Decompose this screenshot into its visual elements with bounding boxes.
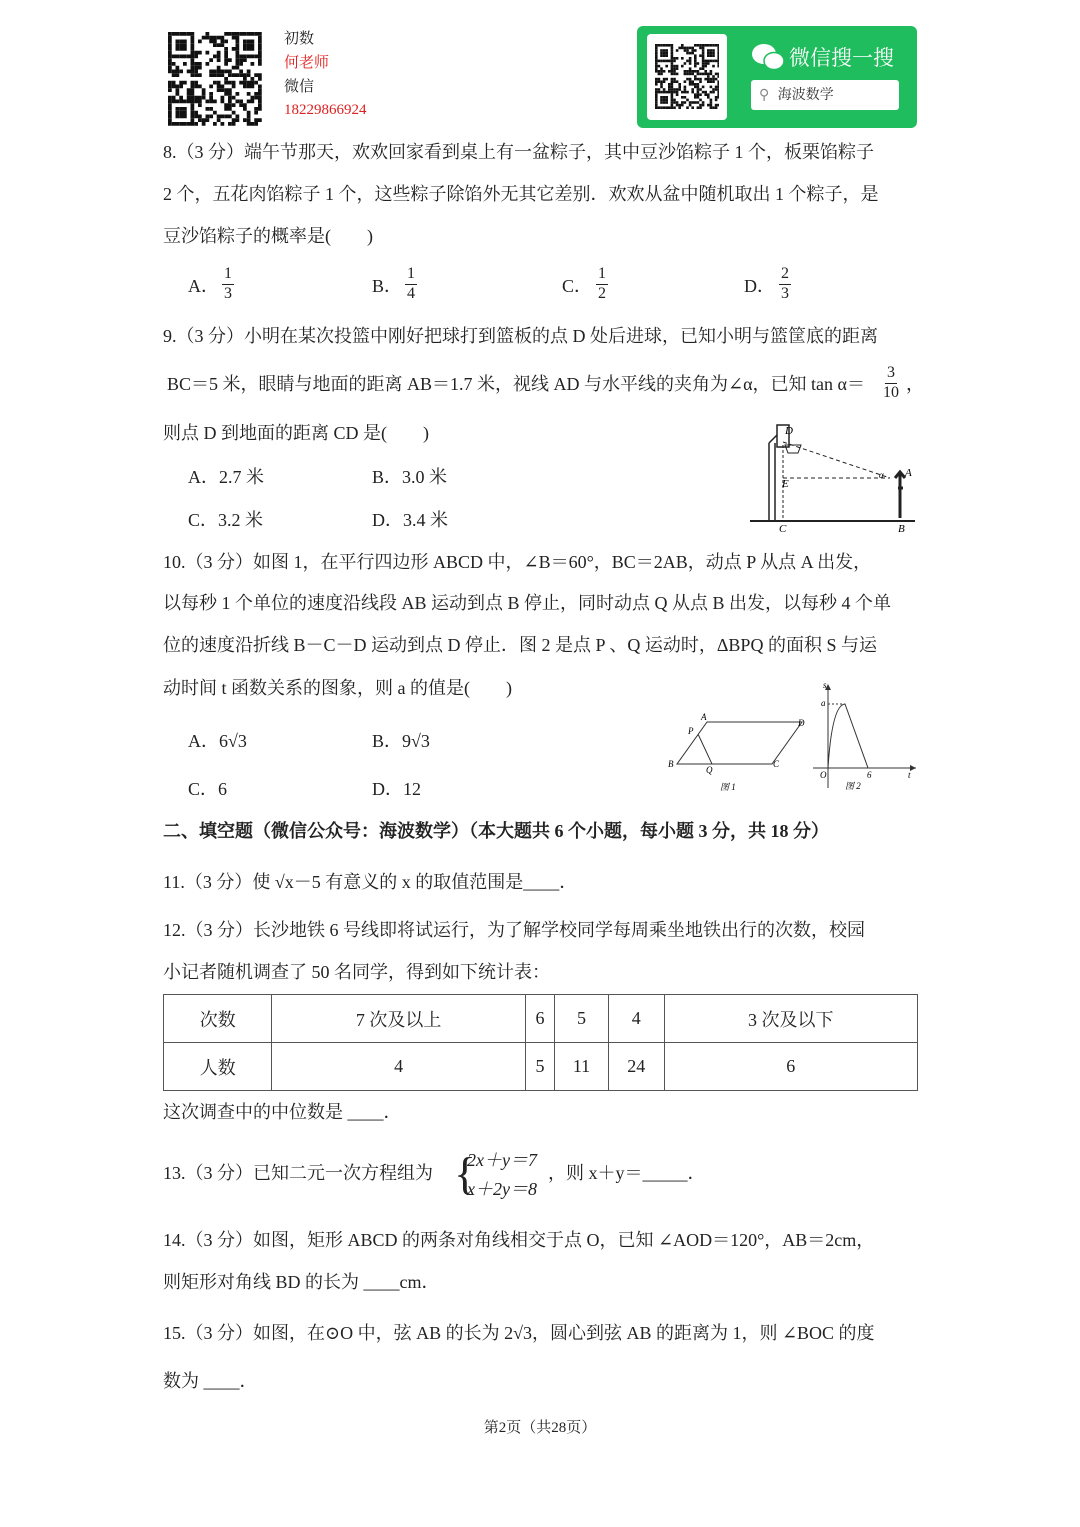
parallelogram-figure [665, 710, 810, 795]
qr-code [168, 32, 262, 126]
svg-text:A: A [905, 467, 912, 479]
q12-line: 12.（3 分）长沙地铁 6 号线即将试运行，为了解学校同学每周乘坐地铁出行的次数，校园 [163, 920, 865, 940]
svg-text:D: D [785, 425, 793, 437]
svg-text:C: C [773, 759, 780, 769]
svg-text:B: B [668, 759, 674, 769]
svg-text:a: a [821, 698, 826, 708]
svg-text:D: D [798, 718, 805, 728]
basketball-figure [745, 418, 920, 536]
q9-option-c[interactable]: C．3.2 米 [188, 510, 264, 530]
q9-option-a[interactable]: A．2.7 米 [188, 467, 264, 487]
area-time-graph [810, 680, 920, 795]
equation-2: x＋2y＝8 [467, 1179, 537, 1199]
page-footer: 第2页（共28页） [483, 1420, 597, 1436]
q10-option-b[interactable]: B．9√3 [372, 731, 430, 751]
survey-table [163, 994, 918, 1091]
search-icon: ⚲ [759, 87, 770, 103]
fraction: $\frac{1}{4}$ [407, 265, 415, 302]
q10-line: 以每秒 1 个单位的速度沿线段 AB 运动到点 B 停止，同时动点 Q 从点 B 出发，以每秒 4 个单 [163, 593, 892, 613]
svg-text:t: t [908, 770, 911, 780]
fraction: $\frac{2}{3}$ [781, 265, 789, 302]
search-text: 海波数学 [777, 87, 834, 103]
q12-line: 小记者随机调查了 50 名同学，得到如下统计表： [163, 962, 550, 982]
q14-line: 14.（3 分）如图，矩形 ABCD 的两条对角线相交于点 O，已知 ∠AOD＝120°，AB＝2cm， [163, 1230, 875, 1250]
q10-option-c[interactable]: C．6 [188, 779, 228, 799]
q11-line: 11.（3 分）使 √x－5 有意义的 x 的取值范围是____． [163, 872, 578, 892]
wechat-icon [751, 42, 785, 72]
q13-suffix: ，则 x＋y＝_____． [548, 1163, 706, 1183]
q9-line: 则点 D 到地面的距离 CD 是( ) [163, 423, 429, 443]
qr-code [655, 44, 719, 110]
q10-line: 位的速度沿折线 B－C－D 运动到点 D 停止．图 2 是点 P 、Q 运动时，ΔBPQ 的面积 S 与运 [163, 635, 877, 655]
svg-text:C: C [779, 523, 787, 535]
fraction: $\frac{1}{3}$ [224, 265, 232, 302]
contact-line: 微信 [284, 79, 315, 95]
contact-phone: 18229866924 [284, 102, 367, 118]
q13-prefix: 13.（3 分）已知二元一次方程组为 [163, 1163, 433, 1183]
exam-page: 初数 何老师 微信 18229866924 微信搜一搜 ⚲ 海波数学 8.（3 分）端午节那天，欢欢回家看到桌上有一盆粽子，其中豆沙馅粽子 1 个，板栗馅粽子 2 个，五花肉馅粽子 1 个，这些粽子除馅外无其它差别．欢欢从盆中随机取出 1 个粽子，是 豆沙馅粽子的概率是( ) A． $\frac{1}{3}$ B． $\frac{1}{4}$ C． $\frac{1}{2}$ D． $\frac{2}{3}$ 9.（3 分）小明在某次投篮中刚好把球打到篮板的点 D 处后进球，已知小明与篮筐底的距离 BC＝5 米，眼睛与地面的距离 AB＝1.7 米，视线 AD 与水平线的夹角为∠α，已知 tan α＝ $\frac{3}{10}$ ， 则点 D 到地面的距离 CD 是( ) A．2.7 米 B．3.0 米 C．3.2 米 D．3.4 米 D E C B A α 10.（3 分）如图 1，在平行四边形 ABCD 中，∠B＝60°，BC＝2AB，动点 P 从点 A 出发， 以每秒 1 个单位的速度沿线段 AB 运动到点 B 停止，同时动点 Q 从点 B 出发，以每秒 4 个单 位的速度沿折线 B－C－D 运动到点 D 停止．图 2 是点 P 、Q 运动时，ΔBPQ 的面积 S 与运 动时间 t 函数关系的图象，则 a 的值是( ) A．6√3 B．9√3 C．6 D．12 A D P B Q C 图 1 s a O 6 t 图 2 二、填空题（微信公众号：海波数学）（本大题共 6 个小题，每小题 3 分，共 18 分） 11.（3 分）使 √x－5 有意义的 x 的取值范围是____． 12.（3 分）长沙地铁 6 号线即将试运行，为了解学校同学每周乘坐地铁出行的次数，校园 小记者随机调查了 50 名同学，得到如下统计表： 次数 7 次及以上 6 5 4 3 次及以下 人数 4 5 11 24 6 这次调查中的中位数是 ____． 13.（3 分）已知二元一次方程组为 { 2x＋y＝7 x＋2y＝8 ，则 x＋y＝_____． 14.（3 分）如图，矩形 ABCD 的两条对角线相交于点 O，已知 ∠AOD＝120°，AB＝2cm， 则矩形对角线 BD 的长为 ____cm． 15.（3 分）如图，在⊙O 中，弦 AB 的长为 2√3，圆心到弦 AB 的距离为 1，则 ∠BOC 的度 数为 ____． 第2页（共28页） [0, 0, 1080, 1527]
q10-line: 动时间 t 函数关系的图象，则 a 的值是( ) [163, 678, 512, 698]
svg-text:Q: Q [706, 765, 713, 775]
contact-name: 何老师 [284, 55, 330, 71]
q10-option-d[interactable]: D．12 [372, 779, 421, 799]
q15-line: 15.（3 分）如图，在⊙O 中，弦 AB 的长为 2√3，圆心到弦 AB 的距离为 1，则 ∠BOC 的度 [163, 1323, 875, 1343]
svg-text:P: P [688, 726, 694, 736]
svg-text:图 1: 图 1 [720, 782, 736, 792]
svg-text:A: A [701, 712, 707, 722]
brace: { [454, 1148, 477, 1199]
svg-text:s: s [823, 680, 827, 690]
wechat-title: 微信搜一搜 [789, 46, 894, 70]
q9-option-b[interactable]: B．3.0 米 [372, 467, 448, 487]
q8-line: 2 个，五花肉馅粽子 1 个，这些粽子除馅外无其它差别．欢欢从盆中随机取出 1 个粽子，是 [163, 184, 879, 204]
q9-line: 9.（3 分）小明在某次投篮中刚好把球打到篮板的点 D 处后进球，已知小明与篮筐底的距离 [163, 326, 878, 346]
q10-option-a[interactable]: A．6√3 [188, 731, 247, 751]
equation-1: 2x＋y＝7 [467, 1150, 537, 1170]
q9-option-d[interactable]: D．3.4 米 [372, 510, 448, 530]
section-heading: 二、填空题（微信公众号：海波数学）（本大题共 6 个小题，每小题 3 分，共 18 分） [163, 821, 829, 841]
svg-text:图 2: 图 2 [845, 781, 861, 791]
fraction: $\frac{3}{10}$ [883, 364, 899, 401]
q9-line: BC＝5 米，眼睛与地面的距离 AB＝1.7 米，视线 AD 与水平线的夹角为∠α，已知 tan α＝ [167, 374, 865, 394]
wechat-search-box[interactable] [751, 80, 899, 110]
q10-line: 10.（3 分）如图 1，在平行四边形 ABCD 中，∠B＝60°，BC＝2AB，动点 P 从点 A 出发， [163, 552, 872, 572]
contact-line: 初数 [284, 31, 315, 47]
svg-text:O: O [820, 770, 827, 780]
fraction: $\frac{1}{2}$ [598, 265, 606, 302]
q8-line: 8.（3 分）端午节那天，欢欢回家看到桌上有一盆粽子，其中豆沙馅粽子 1 个，板栗馅粽子 [163, 142, 874, 162]
svg-text:6: 6 [867, 770, 872, 780]
table-row: 人数 4 5 11 24 6 [164, 1043, 918, 1091]
svg-text:α: α [879, 470, 884, 480]
q8-line: 豆沙馅粽子的概率是( ) [163, 226, 373, 246]
table-row: 次数 7 次及以上 6 5 4 3 次及以下 [164, 995, 918, 1043]
comma: ， [906, 374, 924, 394]
svg-text:E: E [782, 478, 789, 490]
svg-text:B: B [898, 523, 905, 535]
q12-after: 这次调查中的中位数是 ____． [163, 1102, 402, 1122]
wechat-search-banner[interactable] [637, 26, 917, 128]
q14-line: 则矩形对角线 BD 的长为 ____cm． [163, 1272, 440, 1292]
q15-line: 数为 ____． [163, 1371, 258, 1391]
